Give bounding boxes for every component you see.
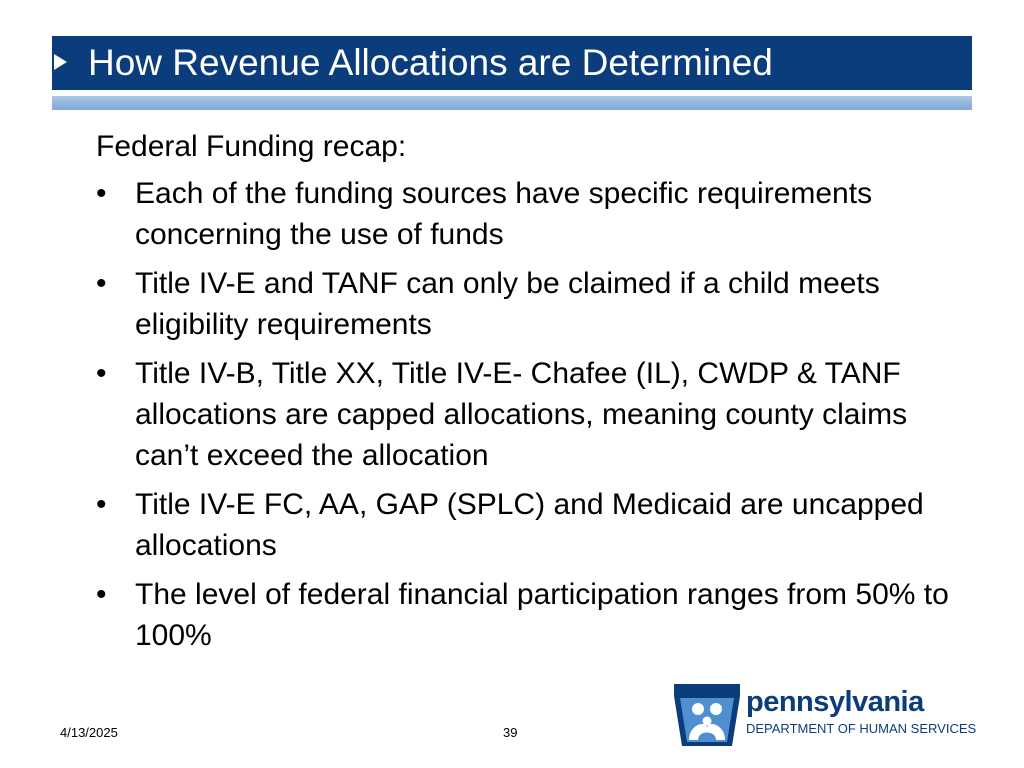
bullet-text: Title IV-E and TANF can only be claimed if a child meets eligibility requirements xyxy=(135,267,880,341)
bullet-item xyxy=(96,263,956,345)
bullet-list xyxy=(96,173,956,656)
keystone-family-icon xyxy=(674,684,740,746)
bullet-item xyxy=(96,173,956,255)
slide-title: How Revenue Allocations are Determined xyxy=(88,42,773,83)
bullet-text: Title IV-B, Title XX, Title IV-E- Chafee (IL), CWDP & TANF allocations are capped allocations, meaning county claims can’t exceed the allocation xyxy=(135,357,908,472)
bullet-item xyxy=(96,353,956,476)
bullet-icon: • xyxy=(96,177,107,210)
bullet-icon: • xyxy=(96,267,107,300)
bullet-icon: • xyxy=(96,357,107,390)
title-underline xyxy=(52,96,972,110)
bullet-icon: • xyxy=(96,488,107,521)
slide-body xyxy=(96,126,956,664)
bullet-item xyxy=(96,484,956,566)
intro-text: Federal Funding recap: xyxy=(96,130,407,163)
footer-date: 4/13/2025 xyxy=(60,725,118,740)
title-bar xyxy=(52,36,972,90)
pa-dhs-logo xyxy=(674,684,978,746)
logo-department: DEPARTMENT OF HUMAN SERVICES xyxy=(746,721,977,736)
logo-wordmark: pennsylvania xyxy=(746,686,924,718)
bullet-icon: • xyxy=(96,578,107,611)
title-arrow-icon xyxy=(54,54,67,70)
bullet-text: Each of the funding sources have specific requirements concerning the use of funds xyxy=(135,177,873,251)
bullet-item xyxy=(96,574,956,656)
bullet-text: Title IV-E FC, AA, GAP (SPLC) and Medicaid are uncapped allocations xyxy=(135,488,924,562)
bullet-text: The level of federal financial participation ranges from 50% to 100% xyxy=(135,578,949,652)
page-number: 39 xyxy=(503,725,518,740)
